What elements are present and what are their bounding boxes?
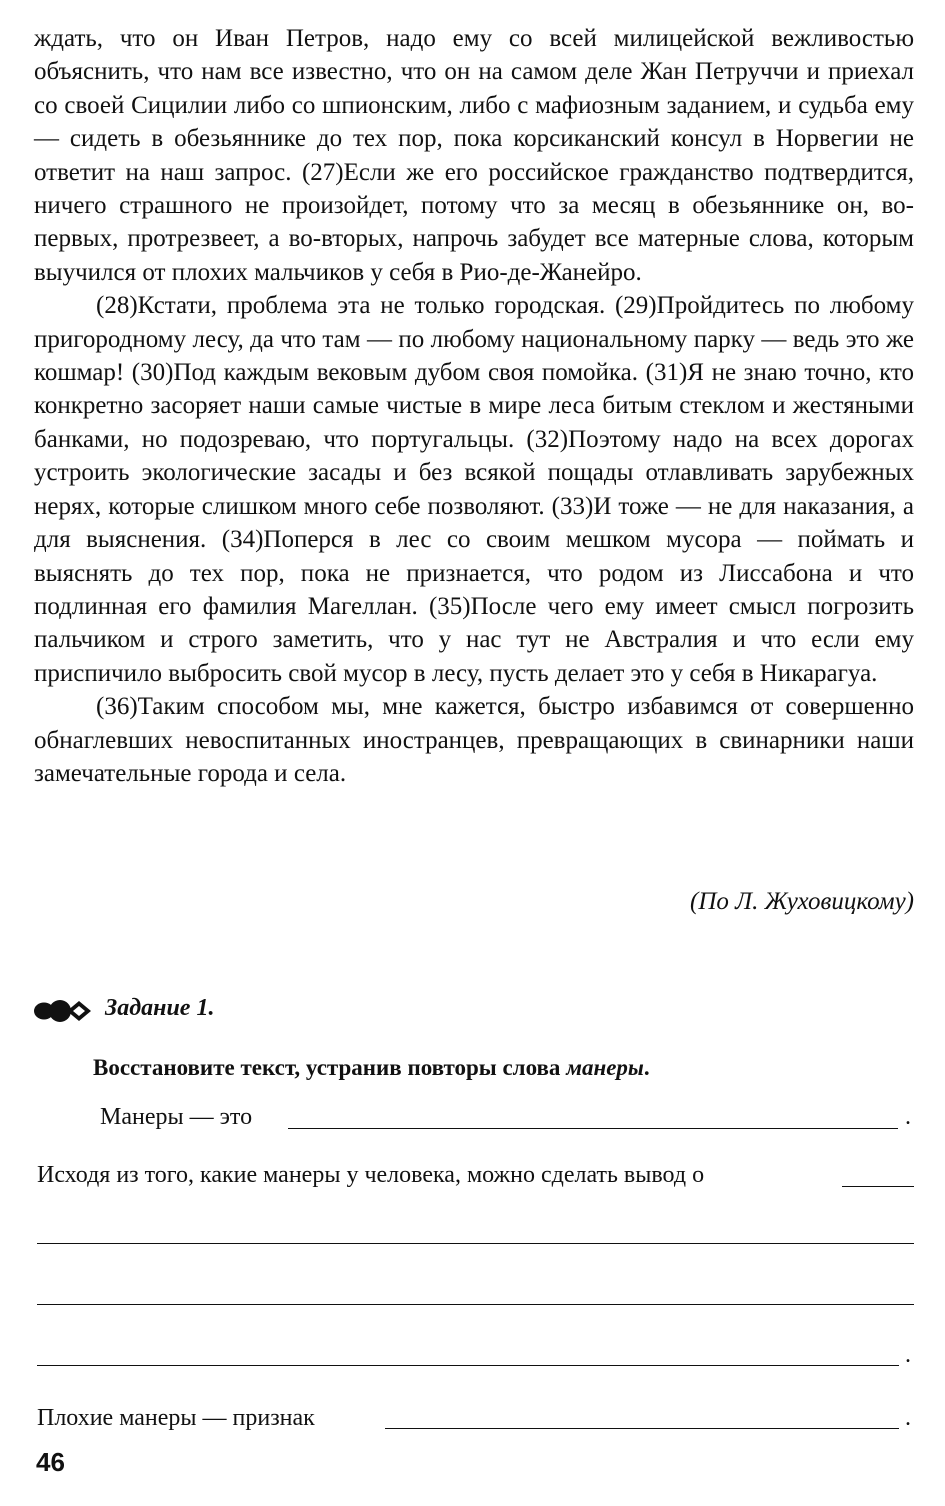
answer-line-2c[interactable]	[37, 1304, 914, 1305]
task-marker-icon	[33, 998, 95, 1024]
answer-line-2[interactable]	[842, 1186, 914, 1187]
instruction-text: Восстановите текст, устранив повторы слова	[93, 1055, 567, 1080]
answer-prompt-1: Манеры — это	[100, 1104, 253, 1130]
passage-paragraph-2: (28)Кстати, проблема эта не только городская. (29)Пройдитесь по любому пригородному лесу, да что там — по любому национальному парку — ведь это же кошмар! (30)Под каждым вековым дубом своя помойка. (31)Я не знаю точно, кто конкретно засоряет наши самые чистые в мире леса битым стеклом и жестяными банками, но подозреваю, что португальцы. (32)Поэтому надо на всех дорогах устроить экологические засады и без всякой пощады отлавливать зарубежных нерях, которые слишком много себе позволяют. (33)И тоже — не для наказания, а для выяснения. (34)Поперся в лес со своим мешком мусора — поймать и выяснять до тех пор, пока не признается, что родом из Лиссабона и что подлинная его фамилия Магеллан. (35)После чего ему имеет смысл погрозить пальчиком и строго заметить, что у нас тут не Австралия и что если ему приспичило выбросить свой мусор в лесу, пусть делает это у себя в Никарагуа.	[34, 292, 914, 687]
answer-line-2-period: .	[905, 1342, 911, 1368]
answer-line-2d[interactable]	[37, 1365, 899, 1366]
task-instruction	[93, 1055, 650, 1081]
source-attribution: (По Л. Жуховицкому)	[690, 888, 914, 915]
passage-paragraph-1: ждать, что он Иван Петров, надо ему со всей милицейской вежливостью объяснить, что нам все известно, что он на самом деле Жан Петруччи и приехал со своей Сицилии либо со шпионским, либо с мафиозным заданием, и судьба ему — сидеть в обезьяннике до тех пор, пока корсиканский консул в Норвегии не ответит на наш запрос. (27)Если же его российское гражданство подтвердится, ничего страшного не произойдет, потому что за месяц в обезьяннике он, во-первых, протрезвеет, а во-вторых, напрочь забудет все матерные слова, которым выучился от плохих мальчиков у себя в Рио-де-Жанейро.	[34, 25, 914, 286]
answer-line-3[interactable]	[385, 1428, 899, 1429]
task-title: Задание 1.	[105, 995, 215, 1021]
answer-line-3-period: .	[905, 1405, 911, 1431]
answer-line-1[interactable]	[288, 1128, 898, 1129]
answer-prompt-2: Исходя из того, какие манеры у человека, можно сделать вывод о	[37, 1162, 705, 1188]
answer-line-1-period: .	[905, 1104, 911, 1130]
answer-prompt-3: Плохие манеры — признак	[37, 1405, 315, 1431]
passage-paragraph-3: (36)Таким способом мы, мне кажется, быстро избавимся от совершенно обнаглевших невоспитанных иностранцев, превращающих в свинарники наши замечательные города и села.	[34, 693, 914, 787]
instruction-end: .	[643, 1055, 650, 1080]
instruction-keyword: манеры	[566, 1055, 644, 1080]
reading-passage	[34, 22, 914, 790]
answer-line-2b[interactable]	[37, 1243, 914, 1244]
page-number: 46	[36, 1447, 65, 1477]
